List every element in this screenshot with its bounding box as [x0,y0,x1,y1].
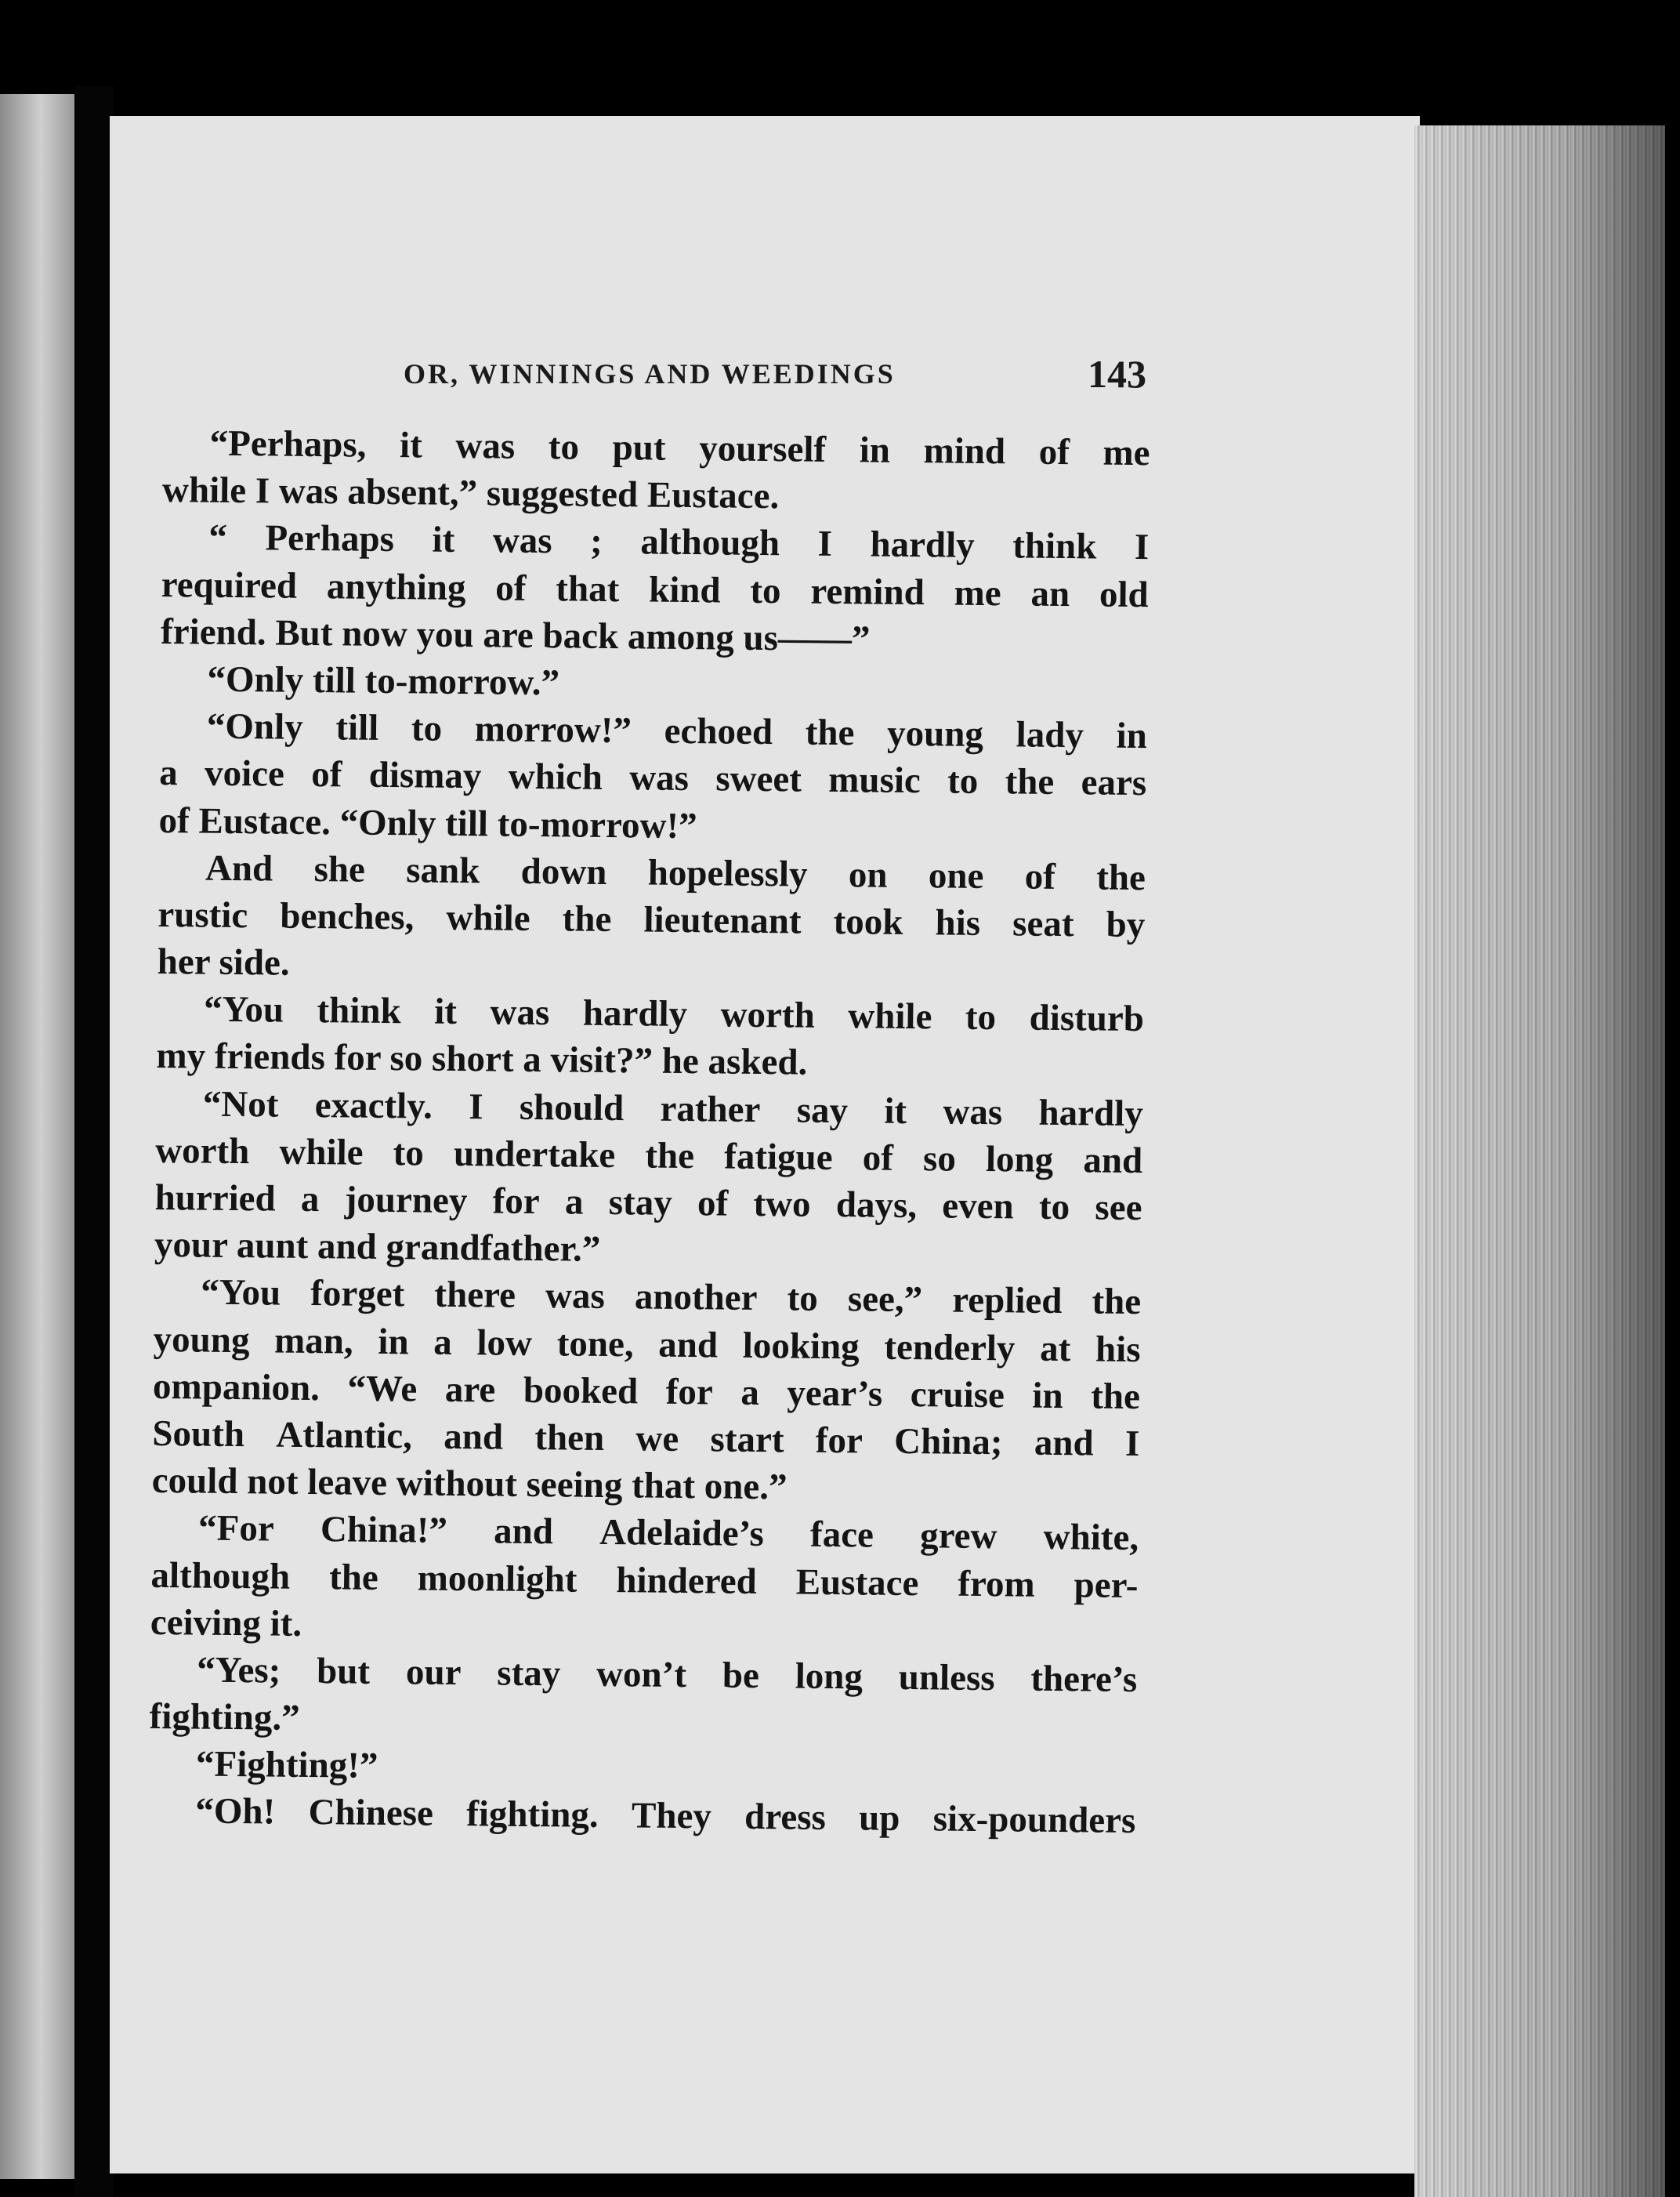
text-line: “Fighting!” [195,1743,378,1787]
page-number: 143 [1088,352,1146,396]
text-line: “Not exactly. I should rather say it was hardly [202,1083,1144,1134]
text-line: “Only till to morrow!” echoed the young lady in [206,705,1148,757]
text-line: ompanion. “We are booked for a year’s cruise in the [152,1365,1141,1417]
text-line: “ Perhaps it was ; although I hardly think I [208,517,1150,568]
text-line: while I was absent,” suggested Eustace. [161,469,780,517]
running-title: OR, WINNINGS AND WEEDINGS [404,358,896,390]
text-line: worth while to undertake the fatigue of so long and [154,1129,1143,1181]
text-line: hurried a journey for a stay of two days, even to see [154,1176,1142,1229]
text-line: of Eustace. “Only till to-morrow!” [158,799,697,847]
text-line: although the moonlight hindered Eustace from per- [150,1554,1139,1606]
text-line: rustic benches, while the lieutenant took his seat by [158,894,1146,946]
text-line: “Yes; but our stay won’t be long unless there’s [197,1649,1138,1700]
body-text [148,419,1150,1845]
text-line: ceiving it. [150,1601,302,1644]
text-line: my friends for so short a visit?” he asked. [156,1035,808,1084]
facing-page-edge [0,94,74,2179]
text-line: her side. [157,941,290,984]
text-line: young man, in a low tone, and looking tenderly at his [153,1318,1141,1370]
text-line: “You think it was hardly worth while to disturb [203,988,1145,1040]
text-line: “For China!” and Adelaide’s face grew white, [197,1507,1139,1559]
text-line: And she sank down hopelessly on one of the [205,847,1146,898]
text-line: could not leave without seeing that one.” [151,1460,788,1508]
text-line: required anything of that kind to remind me an old [161,564,1149,615]
text-line: friend. But now you are back among us——” [160,611,871,660]
text-line: “Perhaps, it was to put yourself in mind of me [209,422,1150,474]
text-line: South Atlantic, and then we start for China; and I [152,1412,1140,1465]
text-line: your aunt and grandfather.” [154,1224,601,1271]
book-gutter [74,86,114,2197]
page-block-edges [1414,125,1665,2197]
text-line: fighting.” [149,1695,300,1738]
text-line: “You forget there was another to see,” replied the [201,1271,1142,1323]
text-line: a voice of dismay which was sweet music to the ears [159,752,1147,804]
text-line: “Only till to-morrow.” [207,658,560,704]
text-line: “Oh! Chinese fighting. They dress up six-pounders [195,1790,1136,1842]
